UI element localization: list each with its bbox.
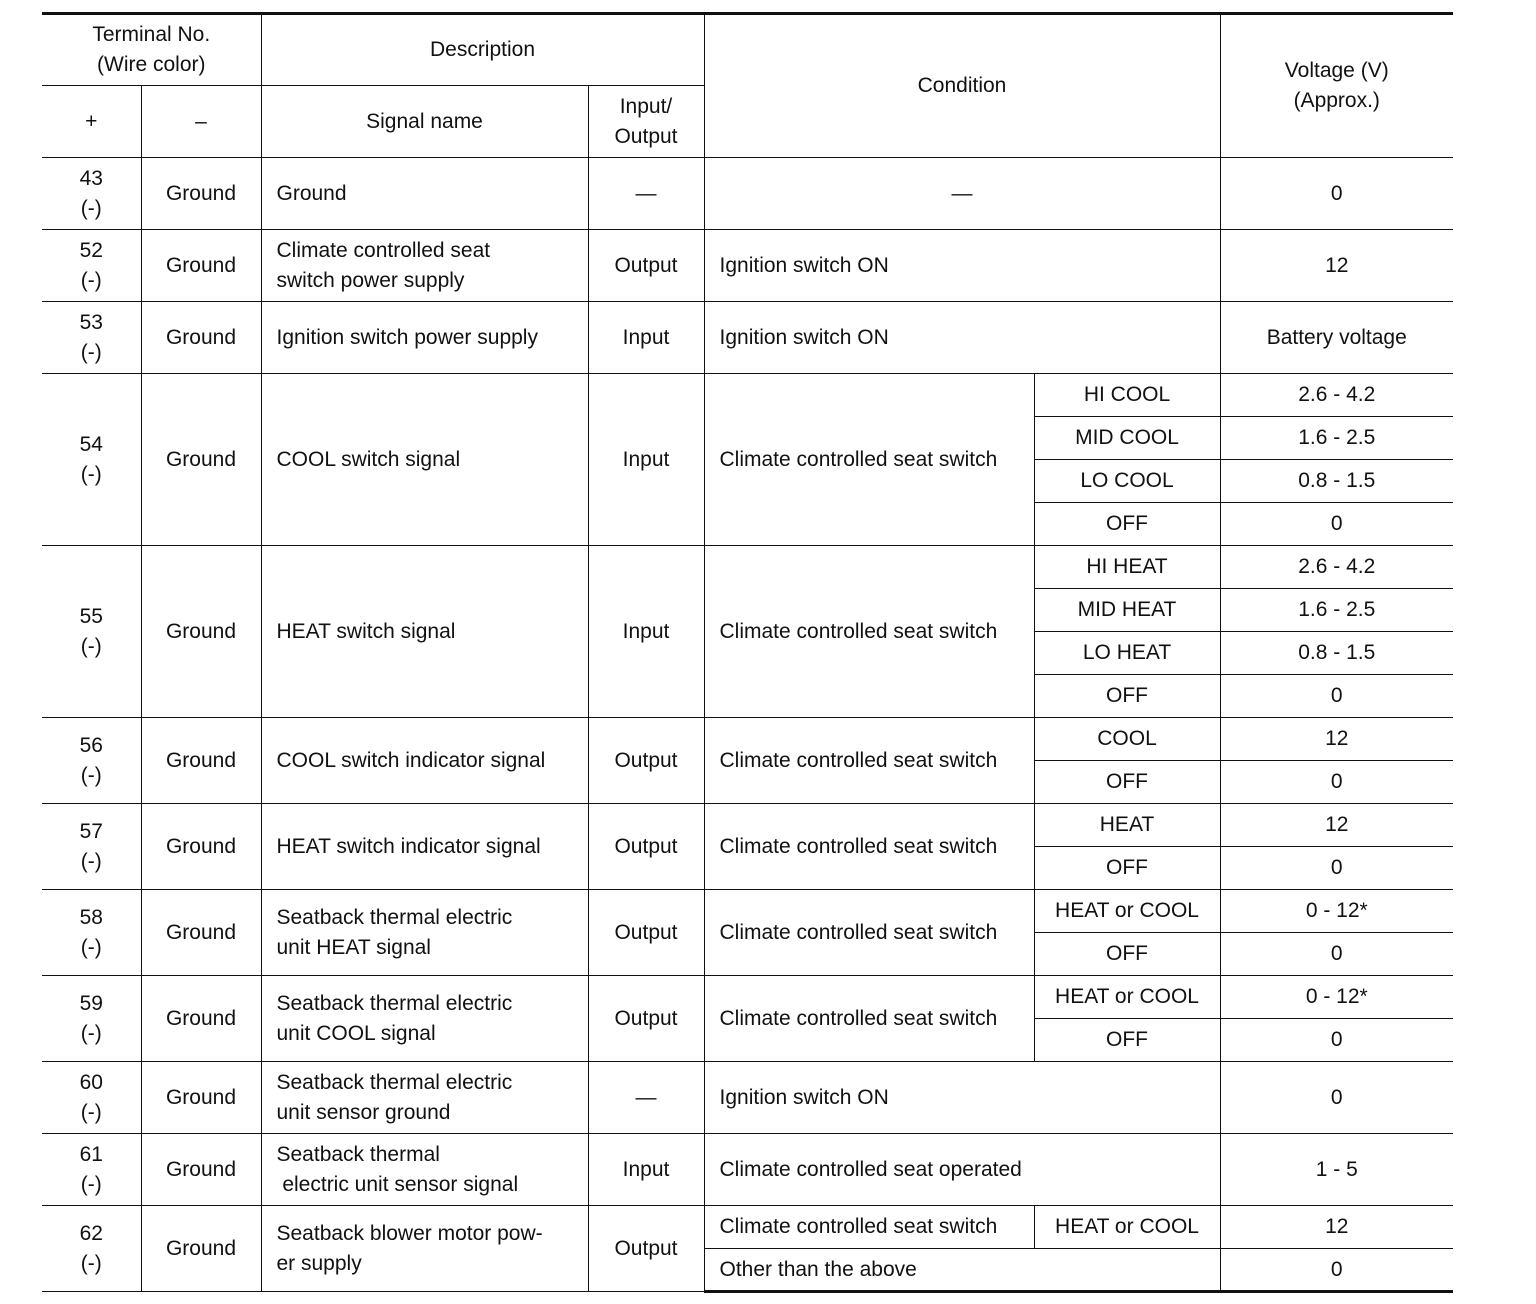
terminal-number: 43 bbox=[79, 166, 103, 190]
terminal-suffix: (-) bbox=[80, 634, 102, 658]
condition-state: OFF bbox=[1034, 675, 1220, 718]
terminal-suffix: (-) bbox=[80, 763, 102, 787]
terminal-row bbox=[42, 976, 1453, 1019]
input-output: Input bbox=[588, 546, 704, 718]
signal-name-line: electric unit sensor signal bbox=[276, 1172, 519, 1196]
terminal-plus bbox=[42, 158, 141, 230]
signal-name-line: HEAT switch indicator signal bbox=[276, 834, 541, 858]
condition-state: HEAT or COOL bbox=[1034, 976, 1220, 1019]
terminal-suffix: (-) bbox=[80, 1251, 102, 1275]
signal-name-line: unit COOL signal bbox=[276, 1021, 436, 1045]
signal-name-line: Seatback thermal electric bbox=[276, 991, 513, 1015]
terminal-suffix: (-) bbox=[80, 196, 102, 220]
signal-name bbox=[261, 890, 588, 976]
condition-state: OFF bbox=[1034, 1019, 1220, 1062]
signal-name-header: Signal name bbox=[261, 86, 588, 158]
input-output: Output bbox=[588, 718, 704, 804]
terminal-row bbox=[42, 804, 1453, 847]
signal-name-line: Seatback thermal bbox=[276, 1142, 440, 1166]
condition-state: HI HEAT bbox=[1034, 546, 1220, 589]
condition: Climate controlled seat switch bbox=[704, 1206, 1034, 1249]
input-output: Output bbox=[588, 890, 704, 976]
signal-name-line: Ignition switch power supply bbox=[276, 325, 538, 349]
terminal-plus bbox=[42, 976, 141, 1062]
condition-state: LO COOL bbox=[1034, 460, 1220, 503]
signal-name-line: er supply bbox=[276, 1251, 362, 1275]
condition-state: HEAT or COOL bbox=[1034, 1206, 1220, 1249]
wire-ground: Ground bbox=[141, 302, 261, 374]
voltage-header bbox=[1220, 14, 1453, 158]
terminal-plus bbox=[42, 546, 141, 718]
condition: Climate controlled seat switch bbox=[704, 804, 1034, 890]
input-output: Input bbox=[588, 302, 704, 374]
terminal-number: 58 bbox=[79, 905, 103, 929]
input-output: Input bbox=[588, 374, 704, 546]
terminal-table bbox=[42, 12, 1453, 1293]
signal-name bbox=[261, 374, 588, 546]
signal-name-line: COOL switch signal bbox=[276, 447, 461, 471]
condition-state: HEAT or COOL bbox=[1034, 890, 1220, 933]
input-output: Input bbox=[588, 1134, 704, 1206]
terminal-row bbox=[42, 546, 1453, 589]
terminal-number: 57 bbox=[79, 819, 103, 843]
terminal-plus bbox=[42, 718, 141, 804]
signal-name-line: switch power supply bbox=[276, 268, 465, 292]
input-output-label-1: Input/ bbox=[619, 94, 673, 118]
terminal-suffix: (-) bbox=[80, 462, 102, 486]
terminal-suffix: (-) bbox=[80, 340, 102, 364]
condition: Ignition switch ON bbox=[704, 1062, 1220, 1134]
wire-ground: Ground bbox=[141, 158, 261, 230]
signal-name bbox=[261, 1206, 588, 1292]
condition-state: OFF bbox=[1034, 761, 1220, 804]
wire-ground: Ground bbox=[141, 804, 261, 890]
signal-name bbox=[261, 302, 588, 374]
voltage-value: 2.6 - 4.2 bbox=[1220, 374, 1453, 417]
terminal-plus bbox=[42, 230, 141, 302]
input-output: Output bbox=[588, 1206, 704, 1292]
terminal-suffix: (-) bbox=[80, 935, 102, 959]
voltage-value: 0 bbox=[1220, 1019, 1453, 1062]
input-output: Output bbox=[588, 976, 704, 1062]
terminal-table-body bbox=[42, 14, 1453, 1292]
voltage-value: 1 - 5 bbox=[1220, 1134, 1453, 1206]
terminal-number: 54 bbox=[79, 432, 103, 456]
input-output: — bbox=[588, 158, 704, 230]
terminal-number: 62 bbox=[79, 1221, 103, 1245]
condition-state: OFF bbox=[1034, 847, 1220, 890]
terminal-suffix: (-) bbox=[80, 1100, 102, 1124]
signal-name-line: unit HEAT signal bbox=[276, 935, 431, 959]
voltage-value: 1.6 - 2.5 bbox=[1220, 589, 1453, 632]
voltage-value: 0.8 - 1.5 bbox=[1220, 632, 1453, 675]
terminal-suffix: (-) bbox=[80, 1172, 102, 1196]
terminal-plus bbox=[42, 1206, 141, 1292]
condition-state: MID COOL bbox=[1034, 417, 1220, 460]
terminal-suffix: (-) bbox=[80, 268, 102, 292]
terminal-plus bbox=[42, 804, 141, 890]
input-output-label-2: Output bbox=[614, 124, 678, 148]
voltage-value: 0 bbox=[1220, 933, 1453, 976]
terminal-row bbox=[42, 374, 1453, 417]
wire-ground: Ground bbox=[141, 546, 261, 718]
voltage-value: 0 bbox=[1220, 847, 1453, 890]
terminal-row bbox=[42, 230, 1453, 302]
condition: — bbox=[704, 158, 1220, 230]
voltage-value: 0 - 12* bbox=[1220, 890, 1453, 933]
terminal-table-document bbox=[42, 12, 1453, 1293]
signal-name-line: Climate controlled seat bbox=[276, 238, 491, 262]
terminal-no-header bbox=[42, 14, 261, 86]
voltage-value: 0 bbox=[1220, 761, 1453, 804]
condition-header: Condition bbox=[704, 14, 1220, 158]
condition-state: OFF bbox=[1034, 503, 1220, 546]
input-output: Output bbox=[588, 230, 704, 302]
terminal-row bbox=[42, 1206, 1453, 1249]
voltage-label: Voltage (V) bbox=[1284, 59, 1389, 82]
terminal-row bbox=[42, 1062, 1453, 1134]
terminal-number: 61 bbox=[79, 1142, 103, 1166]
minus-header: – bbox=[141, 86, 261, 158]
condition: Climate controlled seat switch bbox=[704, 546, 1034, 718]
voltage-value: 12 bbox=[1220, 804, 1453, 847]
terminal-suffix: (-) bbox=[80, 849, 102, 873]
condition: Climate controlled seat switch bbox=[704, 890, 1034, 976]
condition: Climate controlled seat switch bbox=[704, 718, 1034, 804]
condition-state: MID HEAT bbox=[1034, 589, 1220, 632]
terminal-number: 56 bbox=[79, 733, 103, 757]
signal-name bbox=[261, 230, 588, 302]
voltage-value: 0 bbox=[1220, 503, 1453, 546]
voltage-value: 0.8 - 1.5 bbox=[1220, 460, 1453, 503]
input-output-header bbox=[588, 86, 704, 158]
input-output: — bbox=[588, 1062, 704, 1134]
description-header: Description bbox=[261, 14, 704, 86]
voltage-value: 0 - 12* bbox=[1220, 976, 1453, 1019]
condition-state: HEAT bbox=[1034, 804, 1220, 847]
voltage-value: 2.6 - 4.2 bbox=[1220, 546, 1453, 589]
plus-header: + bbox=[42, 86, 141, 158]
terminal-plus bbox=[42, 374, 141, 546]
header-row bbox=[42, 14, 1453, 86]
voltage-value: 0 bbox=[1220, 158, 1453, 230]
terminal-number: 55 bbox=[79, 604, 103, 628]
signal-name bbox=[261, 804, 588, 890]
terminal-plus bbox=[42, 1134, 141, 1206]
terminal-plus bbox=[42, 302, 141, 374]
voltage-value: 0 bbox=[1220, 675, 1453, 718]
signal-name-line: HEAT switch signal bbox=[276, 619, 456, 643]
signal-name bbox=[261, 718, 588, 804]
signal-name bbox=[261, 546, 588, 718]
wire-ground: Ground bbox=[141, 374, 261, 546]
terminal-row bbox=[42, 890, 1453, 933]
condition-state: LO HEAT bbox=[1034, 632, 1220, 675]
terminal-row bbox=[42, 718, 1453, 761]
voltage-value: 12 bbox=[1220, 718, 1453, 761]
condition: Ignition switch ON bbox=[704, 230, 1220, 302]
voltage-value: 12 bbox=[1220, 1206, 1453, 1249]
wire-ground: Ground bbox=[141, 1062, 261, 1134]
wire-ground: Ground bbox=[141, 1206, 261, 1292]
voltage-value: 1.6 - 2.5 bbox=[1220, 417, 1453, 460]
condition-state: OFF bbox=[1034, 933, 1220, 976]
terminal-plus bbox=[42, 1062, 141, 1134]
wire-ground: Ground bbox=[141, 718, 261, 804]
signal-name-line: COOL switch indicator signal bbox=[276, 748, 546, 772]
signal-name bbox=[261, 1134, 588, 1206]
terminal-no-label: Terminal No. bbox=[92, 23, 211, 46]
terminal-number: 59 bbox=[79, 991, 103, 1015]
voltage-value: Battery voltage bbox=[1220, 302, 1453, 374]
terminal-suffix: (-) bbox=[80, 1021, 102, 1045]
condition-state: COOL bbox=[1034, 718, 1220, 761]
wire-ground: Ground bbox=[141, 230, 261, 302]
wire-ground: Ground bbox=[141, 890, 261, 976]
approx-label: (Approx.) bbox=[1293, 89, 1380, 112]
input-output: Output bbox=[588, 804, 704, 890]
voltage-value: 0 bbox=[1220, 1249, 1453, 1292]
wire-ground: Ground bbox=[141, 976, 261, 1062]
wire-color-label: (Wire color) bbox=[97, 53, 206, 76]
signal-name-line: Seatback blower motor pow- bbox=[276, 1221, 543, 1245]
wire-ground: Ground bbox=[141, 1134, 261, 1206]
signal-name bbox=[261, 158, 588, 230]
terminal-row bbox=[42, 1134, 1453, 1206]
condition: Climate controlled seat operated bbox=[704, 1134, 1220, 1206]
voltage-value: 0 bbox=[1220, 1062, 1453, 1134]
signal-name bbox=[261, 976, 588, 1062]
terminal-row bbox=[42, 302, 1453, 374]
terminal-number: 53 bbox=[79, 310, 103, 334]
signal-name-line: Ground bbox=[276, 181, 347, 205]
terminal-number: 52 bbox=[79, 238, 103, 262]
condition-state: HI COOL bbox=[1034, 374, 1220, 417]
signal-name-line: unit sensor ground bbox=[276, 1100, 451, 1124]
condition: Ignition switch ON bbox=[704, 302, 1220, 374]
condition: Climate controlled seat switch bbox=[704, 374, 1034, 546]
terminal-row bbox=[42, 158, 1453, 230]
signal-name-line: Seatback thermal electric bbox=[276, 905, 513, 929]
condition: Climate controlled seat switch bbox=[704, 976, 1034, 1062]
voltage-value: 12 bbox=[1220, 230, 1453, 302]
signal-name-line: Seatback thermal electric bbox=[276, 1070, 513, 1094]
signal-name bbox=[261, 1062, 588, 1134]
condition: Other than the above bbox=[704, 1249, 1220, 1292]
terminal-number: 60 bbox=[79, 1070, 103, 1094]
terminal-plus bbox=[42, 890, 141, 976]
